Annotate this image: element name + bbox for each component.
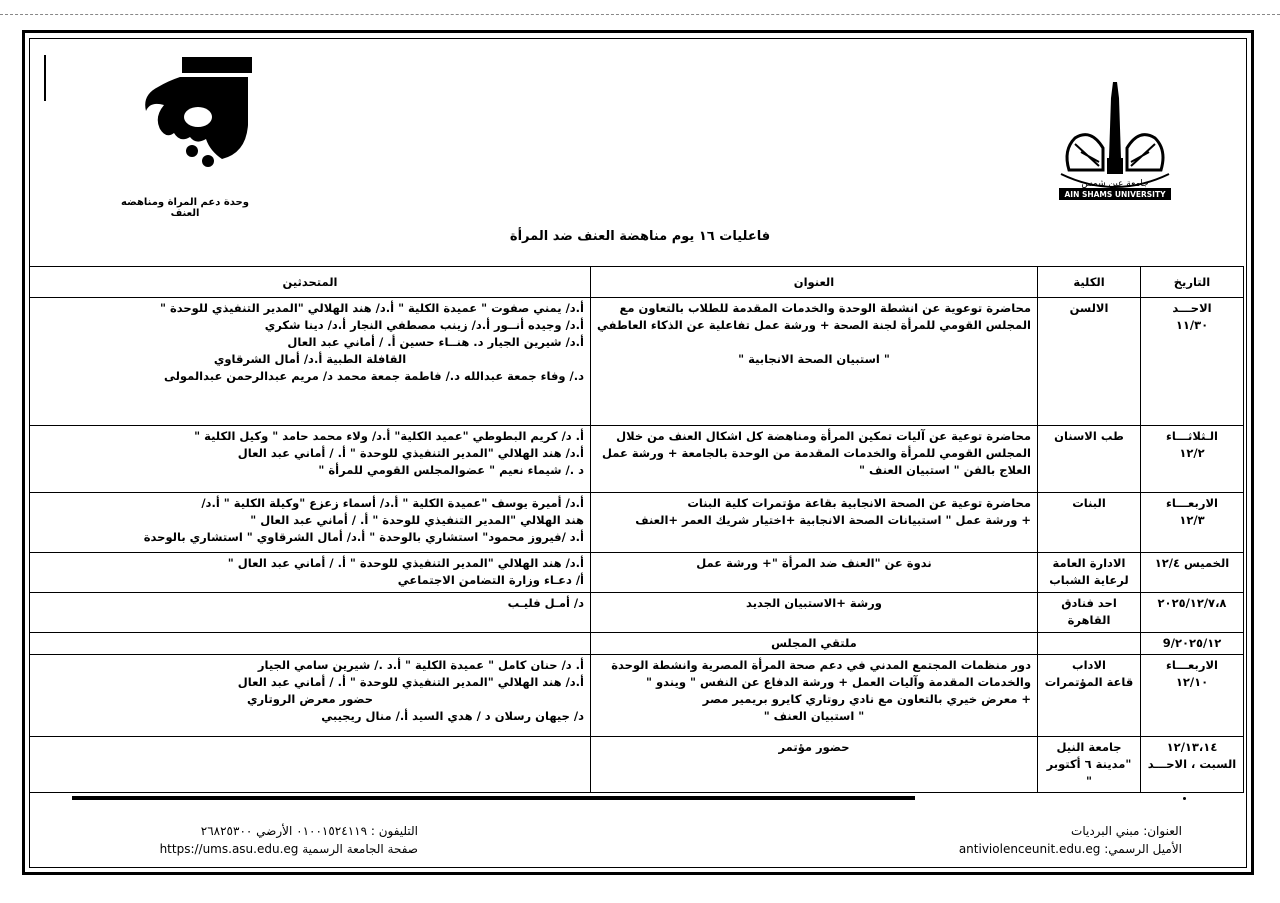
cell-speakers-line: د ./ شيماء نعيم " عضوالمجلس القومي للمرأة " (318, 463, 584, 477)
cell-faculty (1038, 426, 1141, 493)
cell-title-line: محاضرة توعية عن الصحة الانجابية بقاعة مؤتمرات كلية البنات (687, 496, 1031, 510)
cell-speakers-line: أ.د/ وجيده أنــور أ.د/ زينب مصطفي النجار أ.د/ دينا شكري (264, 318, 584, 332)
cell-faculty (1038, 633, 1141, 655)
cell-speakers (30, 633, 591, 655)
cell-date-line: ١٢/١٠ (1175, 675, 1209, 689)
cell-faculty-line: البنات (1072, 496, 1106, 510)
cell-title-line: العلاج بالفن " استبيان العنف " (859, 463, 1031, 477)
footer-site-link[interactable]: https://ums.asu.edu.eg (159, 842, 299, 856)
cell-faculty-line: "مدينة ٦ أكتوبر (1046, 757, 1132, 771)
footer-dot (1183, 797, 1186, 800)
cell-date (1141, 655, 1244, 737)
cell-date (1141, 737, 1244, 793)
footer-address: العنوان: مبني البرديات (1071, 824, 1182, 838)
events-schedule-table (29, 266, 1244, 793)
cell-title-line: دور منظمات المجتمع المدني في دعم صحة المرأة المصرية وانشطة الوحدة (611, 658, 1031, 672)
cell-faculty (1038, 553, 1141, 593)
header-date: التاريخ (1141, 267, 1244, 298)
cell-speakers-line: أ.د/ هند الهلالي "المدير التنفيذي للوحدة " أ. / أماني عبد العال (237, 446, 584, 460)
footer-rule (72, 796, 915, 800)
cell-speakers-line: د/ جيهان رسلان د / هدي السيد أ./ منال ريجيبي (321, 709, 584, 723)
cell-title-line: والخدمات المقدمة وآليات العمل + ورشة الدفاع عن النفس " ويندو " (646, 675, 1031, 689)
university-english-name: AIN SHAMS UNIVERSITY (1064, 190, 1166, 199)
cell-speakers-line: د./ وفاء جمعة عبدالله د./ فاطمة جمعة محمد د/ مريم عبدالرحمن عبدالمولى (163, 369, 584, 383)
cell-speakers-line: هند الهلالي "المدير التنفيذي للوحدة " أ. / أماني عبد العال " (250, 513, 584, 527)
cell-faculty (1038, 655, 1141, 737)
cell-faculty-line: الادارة العامة (1052, 556, 1126, 570)
cell-date-line: الاربعـــاء (1166, 496, 1218, 510)
table-header-row (30, 267, 1244, 298)
footer-phone-site (118, 822, 418, 858)
cell-faculty-line: الاداب (1072, 658, 1106, 672)
unit-hand-logo-icon (140, 55, 255, 175)
cell-speakers-line: أ/ دعـاء وزارة التضامن الاجتماعي (397, 573, 584, 587)
cell-date-line: ١٢/٣ (1179, 513, 1205, 527)
cell-speakers-line: أ.د /فيروز محمود" استشاري بالوحدة " أ.د/ أمال الشرقاوي " استشاري بالوحدة (143, 530, 584, 544)
footer-phone: التليفون : ٠١٠٠١٥٢٤١١٩ الأرضي ٢٦٨٢٥٣٠٠ (200, 824, 418, 838)
cell-speakers-line: حضور معرض الروتاري (246, 692, 374, 706)
cell-date-line: ١٢/٢ (1179, 446, 1205, 460)
cell-speakers-line (36, 739, 584, 756)
cell-speakers (30, 737, 591, 793)
cell-date (1141, 633, 1244, 655)
cell-title-line (597, 334, 1031, 351)
cell-date-line: الـثلاثـــاء (1166, 429, 1218, 443)
cell-faculty-line: جامعة النيل (1056, 740, 1122, 754)
cell-title (591, 737, 1038, 793)
cell-speakers (30, 493, 591, 553)
cell-speakers-line: أ.د/ يمني صفوت " عميدة الكلية " أ.د/ هند الهلالي "المدير التنفيذي للوحدة " (159, 301, 584, 315)
cell-faculty-line: طب الاسنان (1054, 429, 1124, 443)
cell-title-line: " استبيان الصحة الانجابية " (738, 352, 890, 366)
cell-speakers (30, 655, 591, 737)
cell-date-line: الخميس ١٢/٤ (1154, 556, 1230, 570)
table-body (30, 298, 1244, 793)
cell-speakers (30, 593, 591, 633)
header-title: العنوان (591, 267, 1038, 298)
cell-title (591, 593, 1038, 633)
cell-title-line: ندوة عن "العنف ضد المرأة "+ ورشة عمل (696, 556, 932, 570)
cell-faculty-line: " (1086, 774, 1092, 788)
corner-mark (44, 55, 46, 101)
cell-title-line: + ورشة عمل " استبيانات الصحة الانجابية +اختيار شريك العمر +العنف (635, 513, 1031, 527)
table-row (30, 553, 1244, 593)
cell-speakers-line: أ. د/ كريم البطوطي "عميد الكلية" أ.د/ ولاء محمد حامد " وكيل الكلية " (194, 429, 584, 443)
cell-title (591, 298, 1038, 426)
cell-title-line: + معرض خيري بالتعاون مع نادي روتاري كايرو بريمير مصر (702, 692, 1031, 706)
cell-title-line: " استبيان العنف " (763, 709, 865, 723)
cell-title-line: ملتقي المجلس (771, 636, 857, 650)
cell-faculty-line (1044, 635, 1134, 652)
cell-speakers-line (36, 635, 584, 652)
cell-date-line: السبت ، الاحـــد (1147, 757, 1237, 771)
cell-title (591, 426, 1038, 493)
document-title: فاعليات ١٦ يوم مناهضة العنف ضد المرأة (509, 229, 771, 244)
cell-title-line: حضور مؤتمر (778, 740, 850, 754)
cell-date (1141, 426, 1244, 493)
cell-title (591, 633, 1038, 655)
cell-speakers-line: أ.د/ شيرين الجيار د. هنــاء حسين أ. / أماني عبد العال (287, 335, 584, 349)
table-row (30, 633, 1244, 655)
cell-title-line: محاضرة توعوية عن انشطة الوحدة والخدمات المقدمة للطلاب بالتعاون مع (619, 301, 1031, 315)
cell-title-line: محاضرة توعية عن آليات تمكين المرأة ومناهضة كل اشكال العنف من خلال (616, 429, 1031, 443)
cell-date (1141, 593, 1244, 633)
cell-faculty-line: قاعة المؤتمرات (1044, 675, 1134, 689)
university-arabic-name: جامعة عين شمس (1081, 179, 1149, 189)
cell-speakers-line: القافلة الطبية أ.د/ أمال الشرقاوي (213, 352, 407, 366)
cell-speakers-line: أ.د/ هند الهلالي "المدير التنفيذي للوحدة " أ. / أماني عبد العال " (227, 556, 584, 570)
cell-title (591, 655, 1038, 737)
cell-date-line: الاحـــد (1172, 301, 1212, 315)
cell-speakers (30, 426, 591, 493)
cell-title-line: المجلس القومي للمرأة والخدمات المقدمة من الوحدة بالجامعة + ورشة عمل (602, 446, 1031, 460)
cell-speakers-line: أ.د/ هند الهلالي "المدير التنفيذي للوحدة " أ. / أماني عبد العال (237, 675, 584, 689)
cell-title (591, 553, 1038, 593)
cell-speakers (30, 553, 591, 593)
ain-shams-university-logo-icon (1055, 78, 1175, 204)
table-row (30, 593, 1244, 633)
cell-date-line: ٢٠٢٥/١٢/9 (1162, 636, 1222, 650)
cell-faculty (1038, 298, 1141, 426)
cell-date (1141, 553, 1244, 593)
cell-speakers-line: د/ أمـل فليـب (507, 596, 584, 610)
cell-title-line: ورشة +الاستبيان الجديد (746, 596, 882, 610)
table-row (30, 298, 1244, 426)
cell-date-line: الاربعـــاء (1166, 658, 1218, 672)
cell-date-line: ٢٠٢٥/١٢/٧،٨ (1157, 596, 1227, 610)
table-row (30, 655, 1244, 737)
header-faculty: الكلية (1038, 267, 1141, 298)
cell-speakers-line: أ.د/ أميرة يوسف "عميدة الكلية " أ.د/ أسماء زعزع "وكيلة الكلية " أ.د/ (201, 496, 584, 510)
header-speakers: المتحدثين (30, 267, 591, 298)
top-dashed-rule (0, 14, 1280, 15)
footer-email-value: antiviolenceunit.edu.eg (958, 842, 1101, 856)
cell-faculty-line: القاهرة (1067, 613, 1111, 627)
cell-faculty-line: احد فنادق (1061, 596, 1117, 610)
cell-faculty-line: الالسن (1069, 301, 1109, 315)
footer-email-line (959, 840, 1182, 858)
cell-date (1141, 298, 1244, 426)
cell-date-line: ١٢/١٣،١٤ (1166, 740, 1218, 754)
table-row (30, 426, 1244, 493)
cell-date-line: ١١/٣٠ (1175, 318, 1209, 332)
table-row (30, 737, 1244, 793)
cell-faculty-line: لرعاية الشباب (1049, 573, 1129, 587)
cell-faculty (1038, 593, 1141, 633)
cell-faculty (1038, 737, 1141, 793)
table-row (30, 493, 1244, 553)
footer-contact (959, 822, 1182, 858)
cell-title (591, 493, 1038, 553)
cell-title-line: المجلس القومي للمرأة لجنة الصحة + ورشة عمل تفاعلية عن الذكاء العاطفي (597, 318, 1031, 332)
cell-speakers (30, 298, 591, 426)
cell-speakers-line: أ. د/ حنان كامل " عميدة الكلية " أ.د ./ شيرين سامي الجيار (257, 658, 584, 672)
unit-caption: وحدة دعم المراة ومناهضه العنف (121, 197, 249, 219)
footer-site-line (118, 840, 418, 858)
footer-email-label: الأميل الرسمي: (1104, 842, 1182, 856)
footer-site-label: صفحة الجامعة الرسمية (302, 842, 418, 856)
cell-date (1141, 493, 1244, 553)
cell-faculty (1038, 493, 1141, 553)
